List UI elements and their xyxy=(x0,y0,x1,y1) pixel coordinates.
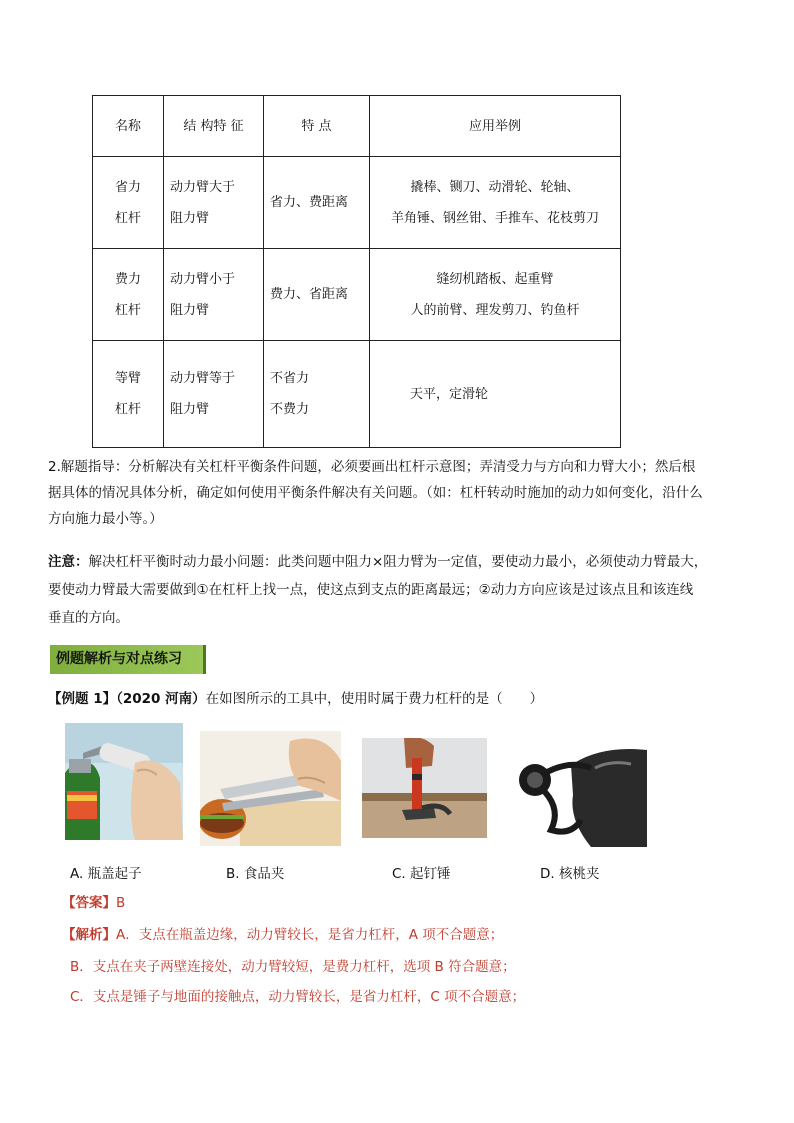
nutcracker-image xyxy=(511,740,647,847)
analysis-line: B．支点在夹子两壁连接处，动力臂较短，是费力杠杆，选项 B 符合题意； xyxy=(70,959,516,975)
table-row xyxy=(93,157,621,249)
claw-hammer-image xyxy=(362,738,487,838)
row-structure: 动力臂等于 阻力臂 xyxy=(164,341,264,448)
guide-line: 方向施力最小等。） xyxy=(48,511,163,527)
header-name: 名称 xyxy=(93,96,164,157)
row-name: 省力 杠杆 xyxy=(93,157,164,249)
guide-paragraph xyxy=(48,454,748,532)
note-line: 解决杠杆平衡时动力最小问题：此类问题中阻力×阻力臂为一定值，要使动力最小，必须使动力臂最大， xyxy=(88,554,708,570)
note-label: 注意： xyxy=(48,554,89,570)
bottle-opener-image xyxy=(65,723,183,840)
option-a: A. 瓶盖起子 xyxy=(70,866,142,882)
lever-types-table xyxy=(92,95,621,448)
guide-line: 据具体的情况具体分析，确定如何使用平衡条件解决有关问题。（如：杠杆转动时施加的动力如何变化，沿什么 xyxy=(48,485,703,501)
option-d: D. 核桃夹 xyxy=(540,866,600,882)
analysis-line: C．支点是锤子与地面的接触点，动力臂较长，是省力杠杆，C 项不合题意； xyxy=(70,989,526,1005)
guide-line: 2.解题指导：分析解决有关杠杆平衡条件问题，必须要画出杠杆示意图；弄清受力与方向和力臂大小；然后根 xyxy=(48,459,696,475)
header-structure: 结 构特 征 xyxy=(164,96,264,157)
note-line: 垂直的方向。 xyxy=(48,610,129,626)
analysis-label: 【解析】 xyxy=(62,927,116,943)
answer-value: B xyxy=(116,895,126,911)
header-feature: 特 点 xyxy=(264,96,370,157)
row-examples: 撬棒、铡刀、动滑轮、轮轴、 羊角锤、钢丝钳、手推车、花枝剪刀 xyxy=(370,157,621,249)
note-line: 要使动力臂最大需要做到①在杠杆上找一点，使这点到支点的距离最远；②动力方向应该是过该点且和该连线 xyxy=(48,582,694,598)
header-examples: 应用举例 xyxy=(370,96,621,157)
example-label: 【例题 1】（2020 河南） xyxy=(48,691,206,707)
table-header-row xyxy=(93,96,621,157)
analysis-line: 【解析】A．支点在瓶盖边缘，动力臂较长，是省力杠杆，A 项不合题意； xyxy=(62,927,504,943)
table-row xyxy=(93,249,621,341)
answer-label: 【答案】 xyxy=(62,895,116,911)
answer xyxy=(62,892,125,914)
row-feature: 费力、省距离 xyxy=(264,249,370,341)
row-structure: 动力臂小于 阻力臂 xyxy=(164,249,264,341)
section-title: 例题解析与对点练习 xyxy=(50,645,206,674)
table-row xyxy=(93,341,621,448)
note-paragraph xyxy=(48,548,748,632)
row-feature: 不省力 不费力 xyxy=(264,341,370,448)
row-name: 费力 杠杆 xyxy=(93,249,164,341)
row-name: 等臂 杠杆 xyxy=(93,341,164,448)
option-c: C. 起钉锤 xyxy=(392,866,451,882)
row-examples: 缝纫机踏板、起重臂 人的前臂、理发剪刀、钓鱼杆 xyxy=(370,249,621,341)
row-feature: 省力、费距离 xyxy=(264,157,370,249)
option-b: B. 食品夹 xyxy=(226,866,285,882)
food-tongs-image xyxy=(200,731,341,846)
example-text: 在如图所示的工具中，使用时属于费力杠杆的是（ ） xyxy=(205,691,544,707)
row-structure: 动力臂大于 阻力臂 xyxy=(164,157,264,249)
example-question xyxy=(48,687,543,707)
row-examples: 天平，定滑轮 xyxy=(370,341,621,448)
